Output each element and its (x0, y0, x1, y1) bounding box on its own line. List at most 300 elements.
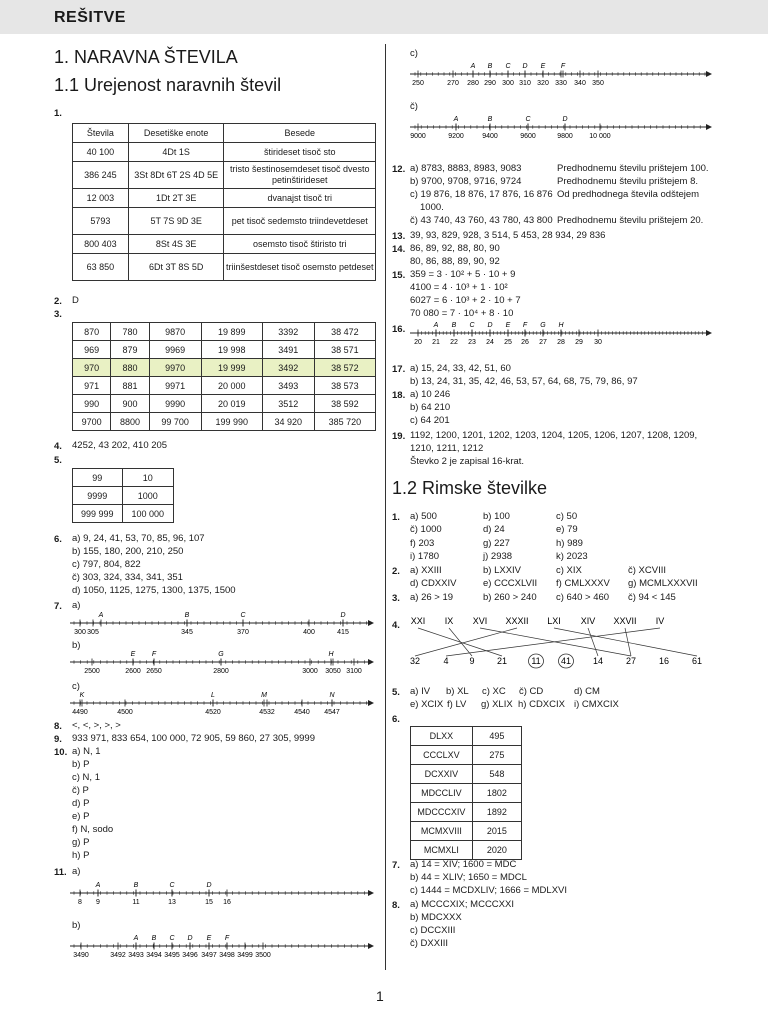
cell: 9970 (149, 359, 201, 377)
answer-note: Predhodnemu številu prištejem 8. (557, 176, 698, 187)
cell: 9990 (149, 395, 201, 413)
tick-label: 25 (504, 339, 512, 346)
number-item: 4 (443, 656, 449, 666)
point-label: C (169, 882, 175, 889)
answer-line: c) 19 876, 18 876, 17 876, 16 876 (410, 189, 553, 200)
answer-item: g) 227 (483, 537, 510, 549)
answer-line: č) 43 740, 43 760, 43 780, 43 800 (410, 215, 553, 226)
roman-item: XXI (410, 616, 426, 626)
cell: 880 (111, 359, 149, 377)
tick-label: 3050 (325, 668, 341, 675)
answer-line: d) 1050, 1125, 1275, 1300, 1375, 1500 (72, 585, 236, 596)
cell: 9969 (149, 341, 201, 359)
tick-label: 330 (555, 80, 567, 87)
answer-text: 933 971, 833 654, 100 000, 72 905, 59 860, 27 305, 9999 (72, 733, 315, 744)
exercise-number: 3. (392, 593, 400, 604)
cell: 1892 (472, 803, 521, 822)
answer-line: 70 080 = 7 · 10⁴ + 8 · 10 (410, 308, 514, 319)
answer-line: a) MCCCXIX; MCCCXXI (410, 899, 514, 910)
number-item: 61 (691, 656, 703, 666)
tick-label: 415 (337, 629, 349, 636)
answer-item: b) XL (446, 686, 469, 697)
tick-label: 250 (412, 80, 424, 87)
cell: 881 (111, 377, 149, 395)
point-label: D (187, 935, 193, 942)
exercise-number: 8. (392, 900, 400, 911)
section-title: 1.1 Urejenost naravnih števil (54, 75, 282, 95)
cell: 38 472 (314, 323, 375, 341)
exercise-number: 7. (54, 601, 62, 612)
cell: 3St 8Dt 6T 2S 4D 5E (128, 162, 224, 189)
point-label: G (540, 322, 546, 329)
cell: 870 (73, 323, 111, 341)
point-label: C (505, 63, 511, 70)
answer-text: 4252, 43 202, 410 205 (72, 440, 168, 451)
point-label: B (151, 935, 157, 942)
table-row (411, 746, 522, 765)
cell: MCMXLI (411, 841, 473, 860)
table-row (411, 841, 522, 860)
answer-text: 39, 93, 829, 928, 3 514, 5 453, 28 934, 29 836 (410, 230, 606, 241)
exercise-number: 16. (392, 324, 406, 335)
cell: 4Dt 1S (128, 143, 224, 162)
exercise-number: 2. (392, 566, 400, 577)
tick-label: 11 (132, 899, 140, 906)
answer-line: c) N, 1 (72, 772, 100, 783)
col-header: Besede (224, 124, 376, 143)
sub-label: c) (410, 48, 418, 59)
answer-line: 6027 = 6 · 10³ + 2 · 10 + 7 (410, 295, 521, 306)
exercise-number: 5. (392, 687, 400, 698)
answer-item: d) 24 (483, 524, 505, 536)
tick-label: 4540 (294, 709, 310, 716)
point-label: C (169, 935, 175, 942)
cell: 38 573 (314, 377, 375, 395)
tick-label: 27 (539, 339, 547, 346)
answer-item: e) XCIX (410, 699, 444, 710)
answer-item: b) 100 (483, 511, 510, 522)
tick-label: 2650 (146, 668, 162, 675)
cell: 1Dt 2T 3E (128, 189, 224, 208)
tick-label: 320 (537, 80, 549, 87)
cell: dvanajst tisoč tri (224, 189, 376, 208)
cell: 38 572 (314, 359, 375, 377)
number-item: 41 (560, 656, 572, 666)
tick-label: 28 (557, 339, 565, 346)
answer-line: b) 155, 180, 200, 210, 250 (72, 546, 184, 557)
tick-label: 3496 (182, 952, 198, 959)
cell: 275 (472, 746, 521, 765)
answer-item: j) 2938 (483, 550, 513, 562)
cell: 3392 (262, 323, 314, 341)
cell: 548 (472, 765, 521, 784)
cell: MDCCLIV (411, 784, 473, 803)
exercise-number: 4. (54, 441, 62, 452)
exercise-number: 11. (54, 867, 67, 878)
cell: 386 245 (73, 162, 129, 189)
answer-line: b) P (72, 759, 90, 770)
answer-item: c) XIX (556, 565, 582, 576)
answer-item: a) IV (410, 686, 431, 697)
cell: 3493 (262, 377, 314, 395)
cell: 999 999 (73, 505, 123, 523)
point-label: F (522, 322, 528, 329)
answer-line: c) 1444 = MCDXLIV; 1666 = MDLXVI (410, 885, 568, 896)
number-item: 27 (625, 656, 637, 666)
point-label: E (505, 322, 511, 329)
cell: 9999 (73, 487, 123, 505)
cell: DLXX (411, 727, 473, 746)
cell: 38 592 (314, 395, 375, 413)
exercise-number: 1. (54, 108, 62, 119)
point-label: D (522, 63, 528, 70)
cell: 34 920 (262, 413, 314, 431)
tick-label: 15 (205, 899, 213, 906)
cell: 63 850 (73, 254, 129, 281)
answer-line: b) 64 210 (410, 402, 451, 413)
tick-label: 23 (468, 339, 476, 346)
answer-line: č) DXXIII (410, 938, 449, 949)
cell: 20 019 (201, 395, 262, 413)
point-label: H (328, 651, 334, 658)
cell: 5793 (73, 208, 129, 235)
point-label: A (453, 116, 459, 123)
cell: 20 000 (201, 377, 262, 395)
cell: 879 (111, 341, 149, 359)
tick-label: 2500 (84, 668, 100, 675)
cell: 19 999 (201, 359, 262, 377)
tick-label: 4490 (72, 709, 88, 716)
tick-label: 21 (432, 339, 440, 346)
cell: 2020 (472, 841, 521, 860)
sub-label: c) (72, 681, 80, 692)
cell: 99 (73, 469, 123, 487)
cell: triinšestdeset tisoč osemsto petdeset (224, 254, 376, 281)
answer-item: b) LXXIV (483, 565, 522, 576)
point-label: B (133, 882, 139, 889)
roman-item: XXXII (505, 616, 529, 626)
answer-line: b) 44 = XLIV; 1650 = MDCL (410, 872, 527, 883)
tick-label: 9400 (482, 133, 498, 140)
tick-label: 4547 (324, 709, 340, 716)
tick-label: 370 (237, 629, 249, 636)
tick-label: 3500 (255, 952, 271, 959)
number-item: 14 (592, 656, 604, 666)
answer-note: Od predhodnega števila odštejem (557, 189, 700, 200)
answer-text: <, <, >, >, > (72, 720, 121, 731)
cell: 3491 (262, 341, 314, 359)
cell: 40 100 (73, 143, 129, 162)
tick-label: 310 (519, 80, 531, 87)
tick-label: 350 (592, 80, 604, 87)
match-line (588, 628, 598, 656)
cell: 780 (111, 323, 149, 341)
point-label: A (433, 322, 439, 329)
answer-line: c) 64 201 (410, 415, 450, 426)
cell: 495 (472, 727, 521, 746)
point-label: F (151, 651, 157, 658)
answer-item: f) CMLXXXV (556, 578, 610, 590)
answer-line: b) 13, 24, 31, 35, 42, 46, 53, 57, 64, 68, 75, 79, 86, 97 (410, 376, 638, 387)
sub-label: č) (410, 101, 418, 112)
cell: 5T 7S 9D 3E (128, 208, 224, 235)
tick-label: 290 (484, 80, 496, 87)
number-item: 21 (496, 656, 508, 666)
tick-label: 8 (78, 899, 82, 906)
point-label: D (340, 612, 346, 619)
answer-item: a) 500 (410, 511, 437, 522)
point-label: C (240, 612, 246, 619)
answer-item: i) 1780 (410, 550, 440, 562)
tick-label: 9 (96, 899, 100, 906)
answer-line: a) 15, 24, 33, 42, 51, 60 (410, 363, 511, 374)
answer-line: č) 303, 324, 334, 341, 351 (72, 572, 183, 583)
answer-item: g) MCMLXXXVII (628, 578, 698, 590)
sub-label: b) (72, 920, 81, 931)
answer-item: č) CD (519, 686, 544, 697)
cell: 8800 (111, 413, 149, 431)
tick-label: 9600 (520, 133, 536, 140)
tick-label: 3492 (110, 952, 126, 959)
tick-label: 4532 (259, 709, 275, 716)
cell: 800 403 (73, 235, 129, 254)
answer-line: a) N, 1 (72, 746, 101, 757)
exercise-number: 6. (392, 714, 400, 725)
cell: 9700 (73, 413, 111, 431)
col-header: Desetiške enote (128, 124, 224, 143)
answer-item: d) CDXXIV (410, 578, 457, 590)
header-title: REŠITVE (54, 9, 126, 26)
answer-item: f) 203 (410, 537, 435, 549)
answer-item: k) 2023 (556, 550, 588, 562)
point-label: N (329, 692, 335, 699)
answer-item: č) XCVIII (628, 565, 667, 576)
answer-item: e) CCCXLVII (483, 578, 538, 590)
point-label: A (133, 935, 139, 942)
answer-line: c) DCCXIII (410, 925, 456, 936)
sub-label: b) (72, 640, 81, 651)
answer-note: 1000. (420, 202, 444, 213)
tick-label: 400 (303, 629, 315, 636)
exercise-number: 10. (54, 747, 68, 758)
number-item: 16 (658, 656, 670, 666)
tick-label: 9800 (557, 133, 573, 140)
cell: 12 003 (73, 189, 129, 208)
exercise-number: 15. (392, 270, 406, 281)
answer-line: 1210, 1211, 1212 (410, 443, 484, 454)
point-label: F (560, 63, 566, 70)
exercise-number: 17. (392, 364, 406, 375)
cell: 19 998 (201, 341, 262, 359)
answer-item: d) CM (574, 686, 600, 697)
cell: CCCLXV (411, 746, 473, 765)
tick-label: 3100 (346, 668, 362, 675)
point-label: K (79, 692, 85, 699)
answer-line: b) MDCXXX (410, 912, 462, 923)
roman-item: XVI (472, 616, 488, 626)
point-label: E (130, 651, 136, 658)
col-header: Števila (73, 124, 129, 143)
tick-label: 270 (447, 80, 459, 87)
answer-item: e) 79 (556, 524, 578, 536)
section-title-roman: 1.2 Rimske številke (392, 478, 548, 498)
exercise-number: 5. (54, 455, 62, 466)
table-row (411, 822, 522, 841)
tick-label: 280 (467, 80, 479, 87)
roman-item: LXI (547, 616, 561, 626)
tick-label: 13 (168, 899, 176, 906)
roman-item: IX (444, 616, 454, 626)
answer-line: b) 9700, 9708, 9716, 9724 (410, 176, 522, 187)
point-label: E (206, 935, 212, 942)
exercise-number: 19. (392, 431, 406, 442)
answer-item: c) 640 > 460 (556, 592, 610, 603)
number-item: 32 (409, 656, 421, 666)
number-item: 11 (531, 656, 541, 666)
cell: osemsto tisoč štiristo tri (224, 235, 376, 254)
tick-label: 305 (87, 629, 99, 636)
tick-label: 20 (414, 339, 422, 346)
cell: 3512 (262, 395, 314, 413)
tick-label: 9200 (448, 133, 464, 140)
answer-item: a) XXIII (410, 565, 442, 576)
answer-item: b) 260 > 240 (483, 592, 537, 603)
answer-line: c) 797, 804, 822 (72, 559, 141, 570)
cell: MDCCCXIV (411, 803, 473, 822)
answer-line: h) P (72, 850, 90, 861)
roman-item: XXVII (613, 616, 637, 626)
answer-line: a) 10 246 (410, 389, 451, 400)
cell: 1000 (122, 487, 173, 505)
table-row (411, 803, 522, 822)
tick-label: 300 (502, 80, 514, 87)
tick-label: 30 (594, 339, 602, 346)
exercise-number: 13. (392, 231, 406, 242)
answer-item: h) 989 (556, 537, 583, 549)
answer-lines (410, 898, 514, 950)
cell: 19 899 (201, 323, 262, 341)
exercise-number: 6. (54, 534, 62, 545)
tick-label: 3494 (146, 952, 162, 959)
answer-lines (410, 858, 567, 897)
page-number: 1 (376, 988, 384, 1004)
exercise-number: 12. (392, 164, 406, 175)
tick-label: 9000 (410, 133, 426, 140)
tick-label: 3498 (219, 952, 235, 959)
point-label: C (525, 116, 531, 123)
answer-item: g) XLIX (481, 699, 513, 710)
tick-label: 3000 (302, 668, 318, 675)
answer-line: 359 = 3 · 10² + 5 · 10 + 9 (410, 269, 516, 280)
cell: pet tisoč sedemsto triindevetdeset (224, 208, 376, 235)
tick-label: 4520 (205, 709, 221, 716)
cell: tristo šestinosemdeset tisoč dvesto petinštirideset (224, 162, 376, 189)
cell: štirideset tisoč sto (224, 143, 376, 162)
point-label: M (261, 692, 267, 699)
point-label: B (487, 116, 493, 123)
point-label: A (98, 612, 104, 619)
answer-line: e) P (72, 811, 90, 822)
point-label: B (451, 322, 457, 329)
exercise-number: 9. (54, 734, 62, 745)
point-label: A (470, 63, 476, 70)
answer-line: f) N, sodo (72, 824, 114, 835)
point-label: B (487, 63, 493, 70)
tick-label: 16 (223, 899, 231, 906)
answer-line: 4100 = 4 · 10³ + 1 · 10² (410, 282, 508, 293)
cell: 1802 (472, 784, 521, 803)
roman-item: IV (655, 616, 665, 626)
cell: DCXXIV (411, 765, 473, 784)
cell: 3492 (262, 359, 314, 377)
cell: 900 (111, 395, 149, 413)
point-label: E (540, 63, 546, 70)
tick-label: 300 (74, 629, 86, 636)
roman-item: XIV (580, 616, 596, 626)
answer-line: Števko 2 je zapisal 16-krat. (410, 456, 525, 467)
tick-label: 24 (486, 339, 494, 346)
tick-label: 3497 (201, 952, 217, 959)
answer-line: č) P (72, 785, 89, 796)
tick-label: 2800 (213, 668, 229, 675)
cell: 971 (73, 377, 111, 395)
point-label: F (224, 935, 230, 942)
answer-line: g) P (72, 837, 90, 848)
cell: 385 720 (314, 413, 375, 431)
tick-label: 2600 (125, 668, 141, 675)
cell: 9971 (149, 377, 201, 395)
cell: 2015 (472, 822, 521, 841)
table-row (411, 765, 522, 784)
table-row (411, 784, 522, 803)
point-label: D (562, 116, 568, 123)
tick-label: 3490 (73, 952, 89, 959)
point-label: L (211, 692, 215, 699)
exercise-number: 8. (54, 721, 62, 732)
number-item: 9 (469, 656, 475, 666)
answer-note: Predhodnemu številu prištejem 100. (557, 163, 709, 174)
cell: 99 700 (149, 413, 201, 431)
cell: 10 (122, 469, 173, 487)
answer-line: a) 9, 24, 41, 53, 70, 85, 96, 107 (72, 533, 205, 544)
chapter-title: 1. NARAVNA ŠTEVILA (54, 47, 238, 67)
table-row (411, 727, 522, 746)
exercise-number: 7. (392, 860, 400, 871)
exercise-number: 3. (54, 309, 62, 320)
cell: 9870 (149, 323, 201, 341)
point-label: D (206, 882, 212, 889)
answer-item: f) LV (447, 699, 467, 710)
point-label: C (469, 322, 475, 329)
answer-item: č) 94 < 145 (628, 592, 676, 603)
tick-label: 340 (574, 80, 586, 87)
tick-label: 3495 (164, 952, 180, 959)
exercise-number: 14. (392, 244, 406, 255)
point-label: A (95, 882, 101, 889)
exercise-number: 4. (392, 620, 400, 631)
answer-text: D (72, 295, 79, 306)
cell: 6Dt 3T 8S 5D (128, 254, 224, 281)
answer-item: i) CMXCIX (574, 699, 619, 710)
tick-label: 22 (450, 339, 458, 346)
tick-label: 3499 (237, 952, 253, 959)
exercise-number: 18. (392, 390, 406, 401)
cell: 8St 4S 3E (128, 235, 224, 254)
answer-note: Predhodnemu številu prištejem 20. (557, 215, 704, 226)
point-label: H (558, 322, 564, 329)
cell: 38 571 (314, 341, 375, 359)
answer-line: 80, 86, 88, 89, 90, 92 (410, 256, 500, 267)
